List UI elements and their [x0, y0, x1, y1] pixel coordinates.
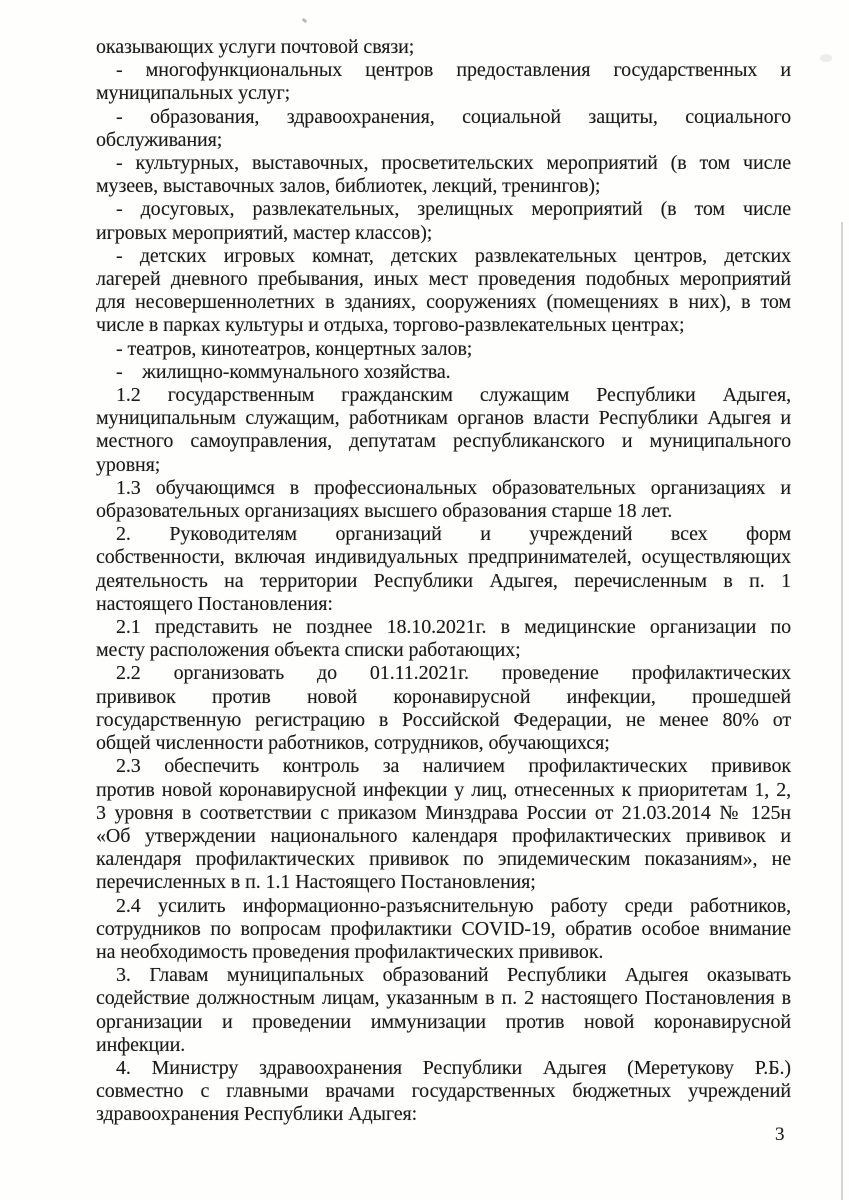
text-line: игровых мероприятий, мастер классов);: [96, 221, 433, 244]
text-line: числе в парках культуры и отдыха, торгово-развлекательных центрах;: [96, 314, 685, 337]
text-line: календаря профилактических прививок по эпидемическим показаниям», не: [96, 848, 791, 871]
paragraph: [96, 36, 791, 59]
text-line: месту расположения объекта списки работающих;: [96, 639, 521, 662]
text-line: сотрудников по вопросам профилактики COVID-19, обратив особое внимание: [96, 917, 791, 940]
paragraph: [96, 384, 791, 477]
text-line: - детских игровых комнат, детских развлекательных центров, детских: [116, 244, 791, 267]
text-line: организации и проведении иммунизации против новой коронавирусной: [96, 1010, 791, 1033]
paragraph: [96, 755, 791, 894]
text-line: оказывающих услуги почтовой связи;: [96, 36, 415, 58]
text-line: - жилищно-коммунального хозяйства.: [116, 360, 451, 383]
paragraph: [96, 895, 791, 965]
text-line: музеев, выставочных залов, библиотек, лекций, тренингов);: [96, 175, 601, 198]
paragraph: [96, 59, 791, 105]
text-line: 2.2 организовать до 01.11.2021г. проведение профилактических: [116, 662, 791, 685]
scan-speck: [302, 18, 308, 24]
page-number: 3: [775, 1124, 785, 1145]
text-line: собственности, включая индивидуальных предпринимателей, осуществляющих: [96, 546, 791, 569]
scan-edge-line: [841, 222, 843, 1200]
text-line: 3 уровня в соответствии с приказом Минздрава России от 21.03.2014 № 125н: [96, 801, 791, 824]
document-body: [96, 36, 791, 1127]
text-line: образовательных организациях высшего образования старше 18 лет.: [96, 500, 673, 523]
text-line: 2.4 усилить информационно-разъяснительную работу среди работников,: [116, 894, 791, 917]
text-line: инфекции.: [96, 1033, 186, 1056]
text-line: содействие должностным лицам, указанным в п. 2 настоящего Постановления в: [96, 987, 791, 1010]
text-line: против новой коронавирусной инфекции у лиц, отнесенных к приоритетам 1, 2,: [96, 778, 791, 801]
paragraph: [96, 1057, 791, 1127]
text-line: 2.3 обеспечить контроль за наличием профилактических прививок: [116, 755, 791, 778]
text-line: обслуживания;: [96, 128, 223, 151]
text-line: муниципальным служащим, работникам органов власти Республики Адыгея и: [96, 407, 791, 430]
text-line: 3. Главам муниципальных образований Республики Адыгея оказывать: [116, 964, 791, 987]
paragraph: [96, 662, 791, 755]
text-line: «Об утверждении национального календаря профилактических прививок и: [96, 824, 791, 847]
paragraph: [96, 106, 791, 152]
text-line: - досуговых, развлекательных, зрелищных мероприятий (в том числе: [116, 198, 791, 221]
text-line: уровня;: [96, 453, 161, 476]
text-line: перечисленных в п. 1.1 Настоящего Постановления;: [96, 871, 536, 894]
text-line: настоящего Постановления:: [96, 592, 333, 615]
scan-smudge: [820, 54, 832, 62]
paragraph: [96, 245, 791, 338]
paragraph: [96, 477, 791, 523]
paragraph: [96, 523, 791, 616]
text-line: 2. Руководителям организаций и учреждений всех форм: [116, 523, 791, 546]
text-line: прививок против новой коронавирусной инфекции, прошедшей: [96, 685, 791, 708]
paragraph: [96, 964, 791, 1057]
text-line: лагерей дневного пребывания, иных мест проведения подобных мероприятий: [96, 268, 791, 291]
paragraph: [96, 152, 791, 198]
text-line: совместно с главными врачами государственных бюджетных учреждений: [96, 1080, 791, 1103]
text-line: 2.1 представить не позднее 18.10.2021г. в медицинские организации по: [116, 616, 791, 639]
paragraph: [96, 198, 791, 244]
paragraph: [96, 361, 791, 384]
text-line: деятельность на территории Республики Адыгея, перечисленным в п. 1: [96, 569, 791, 592]
text-line: 4. Министру здравоохранения Республики Адыгея (Меретукову Р.Б.): [116, 1056, 791, 1079]
text-line: общей численности работников, сотрудников, обучающихся;: [96, 732, 610, 755]
text-line: - культурных, выставочных, просветительских мероприятий (в том числе: [116, 152, 791, 175]
text-line: - многофункциональных центров предоставления государственных и: [116, 59, 791, 82]
text-line: - театров, кинотеатров, концертных залов;: [116, 337, 473, 360]
text-line: - образования, здравоохранения, социальной защиты, социального: [116, 105, 791, 128]
text-line: муниципальных услуг;: [96, 82, 291, 105]
text-line: 1.2 государственным гражданским служащим Республики Адыгея,: [116, 384, 791, 407]
text-line: на необходимость проведения профилактических прививок.: [96, 940, 604, 963]
text-line: 1.3 обучающимся в профессиональных образовательных организациях и: [116, 476, 791, 499]
text-line: здравоохранения Республики Адыгея:: [96, 1103, 418, 1126]
text-line: для несовершеннолетних в зданиях, сооружениях (помещениях в них), в том: [96, 291, 791, 314]
text-line: государственную регистрацию в Российской Федерации, не менее 80% от: [96, 708, 791, 731]
paragraph: [96, 616, 791, 662]
paragraph: [96, 338, 791, 361]
text-line: местного самоуправления, депутатам республиканского и муниципального: [96, 430, 791, 453]
